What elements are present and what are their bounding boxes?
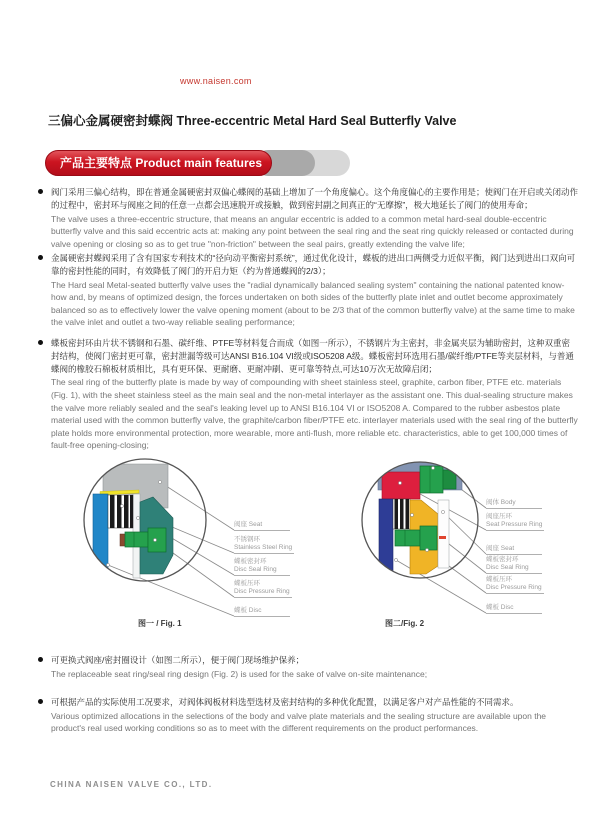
part-label-disc-seal-ring: 蝶板密封环 Disc Seal Ring [234, 558, 290, 576]
part-label-disc-pressure-ring: 蝶板压环 Disc Pressure Ring [486, 576, 544, 594]
part-label-disc-pressure-ring: 蝶板压环 Disc Pressure Ring [234, 580, 292, 598]
part-label-body: 阀体 Body [486, 499, 542, 509]
part-label-disc: 蝶板 Disc [486, 604, 542, 614]
figure-1-seal-cross-section [60, 450, 330, 650]
figure-1-caption: 图一 / Fig. 1 [138, 619, 182, 628]
stainless-laminate-part [108, 495, 133, 528]
valve-seal-diagram-fig2 [330, 450, 600, 650]
feature-text-zh: 阀门采用三偏心结构，即在普通金属硬密封双偏心蝶阀的基础上增加了一个角度偏心。这个角度偏心的主要作用是；使阀门在开启或关闭动作的过程中，密封环与阀座之间的任意一点都会迅速脱开或接触，做到密封副之间真正的“无摩擦”，极大地延长了阀门的使用寿命； [51, 187, 579, 210]
part-label-stainless-steel-ring: 不锈钢环 Stainless Steel Ring [234, 536, 294, 554]
page-title: 三偏心金属硬密封蝶阀 Three-eccentric Metal Hard Seal Butterfly Valve [48, 114, 457, 128]
part-label-seat-pressure-ring: 阀座压环 Seat Pressure Ring [486, 513, 544, 531]
section-banner-label: 产品主要特点 Product main features [45, 150, 272, 176]
part-label-seat: 阀座 Seat [486, 545, 542, 555]
feature-text-en: The replaceable seat ring/seal ring design (Fig. 2) is used for the sake of valve on-site maintenance; [51, 668, 428, 679]
part-label-disc-seal-ring: 蝶板密封环 Disc Seal Ring [486, 556, 542, 574]
website-url: www.naisen.com [180, 76, 252, 86]
red-marker [439, 536, 446, 539]
feature-text-zh: 蝶板密封环由片状不锈钢和石墨、碳纤维、PTFE等材料复合而成（如图一所示），不锈钢片为主密封，非金属夹层为辅助密封，这种双重密封结构，使阀门密封更可靠，密封泄漏等级可达ANSI B16.104 VI级或ISO5208 A级。蝶板密封环选用石墨/碳纤维/PTFE等夹层材料，与普通蝶阀的橡胶石棉板材质相比，具有更环保、更耐磨、更耐冲刷、更可靠等特点,可达10万次无故障启闭； [51, 338, 574, 374]
company-name: CHINA NAISEN VALVE CO., LTD. [50, 780, 213, 789]
bullet-icon [38, 340, 43, 345]
bullet-icon [38, 189, 43, 194]
bullet-icon [38, 255, 43, 260]
feature-text-zh: 可根据产品的实际使用工况要求，对阀体阀板材料选型选材及密封结构的多种优化配置，以满足客户对产品性能的不同需求。 [51, 697, 519, 707]
feature-item [38, 252, 578, 329]
figure-2-seal-cross-section [330, 450, 600, 650]
feature-text-en: The Hard seal Metal-seated butterfly valve uses the "radial dynamically balanced sealing system" containing the national patented know-how and, by means of optimized design, the forces undertaken on both sides of the butterfly plate inlet and outlet become approximately balanced so as to effectively lower the valve opening moment (about to be 2/3 that of the common butterfly valve) at the same time to make the valve inlet and outlet a two-way reliable sealing performance; [51, 279, 575, 328]
feature-item [38, 696, 578, 735]
retainer-plate-part [438, 500, 449, 568]
bullet-icon [38, 657, 43, 662]
figure-2-caption: 图二/Fig. 2 [385, 619, 425, 628]
section-banner [45, 150, 345, 176]
part-label-seat: 阀座 Seat [234, 521, 290, 531]
feature-text-en: The valve uses a three-eccentric structure, that means an angular eccentric is added to a common metal hard-seal double-eccentric butterfly valve and this said eccentric acts at: making any point between the seal ring and the seat ring quickly released or contacted during valve opening or closing so as to get true "non-friction" between the seal pairs, greatly extending the valve life; [51, 213, 574, 249]
feature-item [38, 337, 578, 452]
feature-item [38, 654, 578, 680]
seal-laminate-part [393, 499, 410, 529]
seat-pressure-ring-part [382, 472, 420, 499]
feature-text-en: Various optimized allocations in the selections of the body and valve plate materials and the sealing structure are available upon the product's real used working conditions so as to meet with the different requirements on the product performances. [51, 710, 547, 734]
bullet-icon [38, 699, 43, 704]
feature-text-zh: 可更换式阀座/密封圈设计（如图二所示），便于阀门现场维护保养； [51, 655, 305, 665]
feature-item [38, 186, 578, 250]
feature-text-zh: 金属硬密封蝶阀采用了含有国家专利技术的“径向动平衡密封系统”，通过优化设计，蝶板的进出口两侧受力近似平衡，阀门达到进出口双向可靠的密封性能的同时，有效降低了阀门的开启力矩（约为普通蝶阀的2/3）； [51, 253, 576, 276]
ring-blue-part [93, 494, 108, 586]
part-label-disc: 蝶板 Disc [234, 607, 290, 617]
feature-text-en: The seal ring of the butterfly plate is made by way of compounding with sheet stainless steel, graphite, carbon fiber, PTFE etc. materials (Fig. 1), with the sheet stainless steel as the main seal and the non-metal interlayer as the assistant one. This dual-sealing structure makes the valve more reliably sealed and the seal's leaking level up to ANSI B16.104 VI or ISO5208 A. Compared to the rubber asbestos plate material used with the common butterfly valve, the graphite/carbon fiber/PTFE etc. interlayer materials used with the seal ring of the butterfly plate holds more environmental protection, more wearable, more anti-flush, more reliable etc. characteristics, able to get 100,000 times of fault-free opening-closing; [51, 377, 578, 451]
